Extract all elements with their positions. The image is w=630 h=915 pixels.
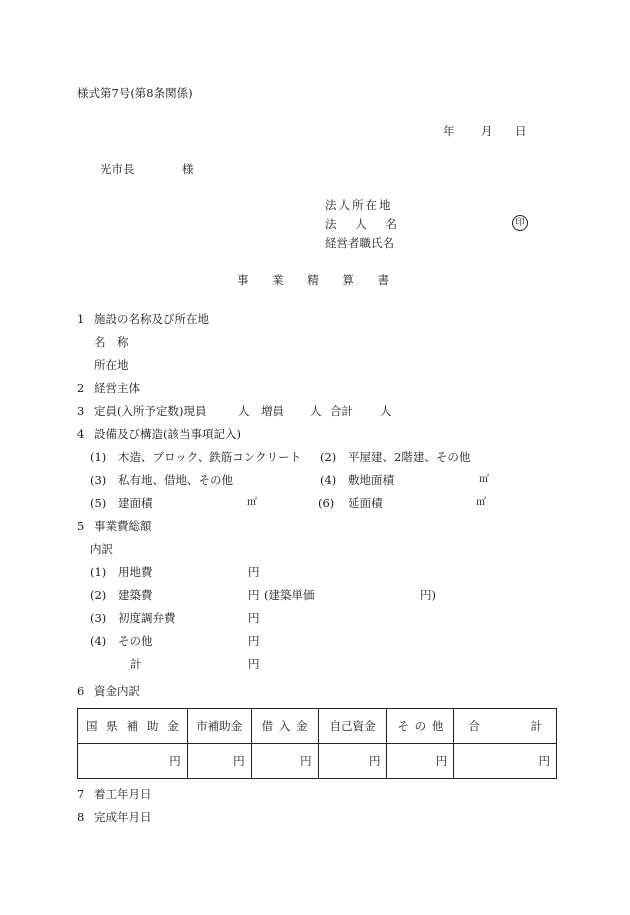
corp-name-char-3: 名 (385, 217, 397, 231)
title-char-3: 精 (307, 273, 319, 287)
section-3-number: 3 (77, 404, 85, 418)
breakdown-label: 内訳 (90, 542, 113, 556)
cost-item-1-unit: 円 (248, 565, 260, 579)
structure-item-2-number: (2) (320, 450, 337, 464)
title-char-4: 算 (342, 273, 354, 287)
section-1-label: 施設の名称及び所在地 (94, 312, 209, 326)
facility-location-label: 所在地 (94, 358, 129, 372)
funding-header-cell: 合 計 (454, 709, 557, 744)
structure-item-5-text: 建面積 (118, 496, 153, 510)
title-char-1: 事 (237, 273, 249, 287)
capacity-person-unit: 人 (238, 404, 250, 418)
cost-item-4-text: その他 (118, 634, 153, 648)
funding-header-cell: 国 県 補 助 金 (78, 709, 188, 744)
funding-header-cell: そ の 他 (387, 709, 454, 744)
building-area-unit: ㎡ (247, 497, 257, 508)
section-2-label: 経営主体 (94, 381, 140, 395)
date-day-label: 日 (515, 124, 527, 138)
cost-item-1-text: 用地費 (118, 565, 153, 579)
increase-label: 増員 (261, 404, 284, 418)
cost-total-unit: 円 (248, 657, 260, 671)
funding-value-cell: 円 (251, 744, 318, 779)
floor-area-unit: ㎡ (476, 497, 486, 508)
section-1-number: 1 (77, 312, 85, 326)
funding-table-value-row (78, 744, 557, 779)
cost-item-4-unit: 円 (248, 634, 260, 648)
title-char-2: 業 (272, 273, 284, 287)
structure-item-3-number: (3) (90, 473, 107, 487)
cost-item-4-number: (4) (90, 634, 107, 648)
section-6-label: 資金内訳 (94, 684, 140, 698)
section-6-number: 6 (77, 684, 85, 698)
total-label: 合計 (330, 404, 353, 418)
funding-header-cell: 市補助金 (187, 709, 251, 744)
cost-item-3-unit: 円 (248, 611, 260, 625)
cost-total-label: 計 (130, 657, 142, 671)
cost-item-2-text: 建築費 (118, 588, 153, 602)
seal-mark: 印 (512, 215, 528, 231)
section-3-label: 定員(入所予定数)現員 (94, 404, 207, 418)
funding-header-cell: 借 入 金 (251, 709, 318, 744)
corp-name-char-1: 法 (325, 217, 337, 231)
section-4-number: 4 (77, 427, 85, 441)
form-number: 様式第7号(第8条関係) (77, 86, 193, 100)
structure-item-6-text: 延面積 (348, 496, 383, 510)
corp-name-label (325, 217, 397, 231)
cost-item-1-number: (1) (90, 565, 107, 579)
funding-value-cell: 円 (78, 744, 188, 779)
unit-price-note-close: 円) (420, 588, 436, 602)
manager-name-label: 経営者職氏名 (325, 236, 394, 250)
section-8-number: 8 (77, 810, 85, 824)
section-8-label: 完成年月日 (94, 810, 152, 824)
funding-value-cell: 円 (454, 744, 557, 779)
addressee-name: 光市長 (100, 162, 135, 176)
funding-table-header-row (78, 709, 557, 744)
cost-item-3-text: 初度調弁費 (118, 611, 176, 625)
funding-table (77, 708, 557, 779)
structure-item-5-number: (5) (90, 496, 107, 510)
title-char-5: 書 (377, 273, 389, 287)
facility-name-label: 名 称 (94, 335, 129, 349)
unit-price-note-open: (建築単価 (264, 588, 315, 602)
structure-item-3-text: 私有地、借地、その他 (118, 473, 233, 487)
structure-item-4-text: 敷地面積 (348, 473, 394, 487)
cost-item-2-number: (2) (90, 588, 107, 602)
funding-value-cell: 円 (387, 744, 454, 779)
funding-header-cell: 自己資金 (318, 709, 387, 744)
section-7-label: 着工年月日 (94, 787, 152, 801)
structure-item-4-number: (4) (320, 473, 337, 487)
total-person-unit: 人 (380, 404, 392, 418)
increase-person-unit: 人 (310, 404, 322, 418)
structure-item-1-text: 木造、ブロック、鉄筋コンクリート (118, 450, 302, 464)
structure-item-6-number: (6) (318, 496, 335, 510)
cost-item-3-number: (3) (90, 611, 107, 625)
corp-name-char-2: 人 (355, 217, 367, 231)
date-month-label: 月 (481, 124, 493, 138)
corp-address-label: 法人所在地 (325, 198, 393, 212)
funding-value-cell: 円 (318, 744, 387, 779)
structure-item-2-text: 平屋建、2階建、その他 (348, 450, 471, 464)
site-area-unit: ㎡ (479, 474, 489, 485)
structure-item-1-number: (1) (90, 450, 107, 464)
date-year-label: 年 (443, 124, 455, 138)
section-7-number: 7 (77, 787, 85, 801)
addressee-honorific: 様 (182, 162, 194, 176)
section-2-number: 2 (77, 381, 85, 395)
cost-item-2-unit: 円 (248, 588, 260, 602)
section-5-number: 5 (77, 519, 85, 533)
funding-value-cell: 円 (187, 744, 251, 779)
section-5-label: 事業費総額 (94, 519, 152, 533)
document-title (237, 273, 389, 287)
section-4-label: 設備及び構造(該当事項記入) (94, 427, 241, 441)
